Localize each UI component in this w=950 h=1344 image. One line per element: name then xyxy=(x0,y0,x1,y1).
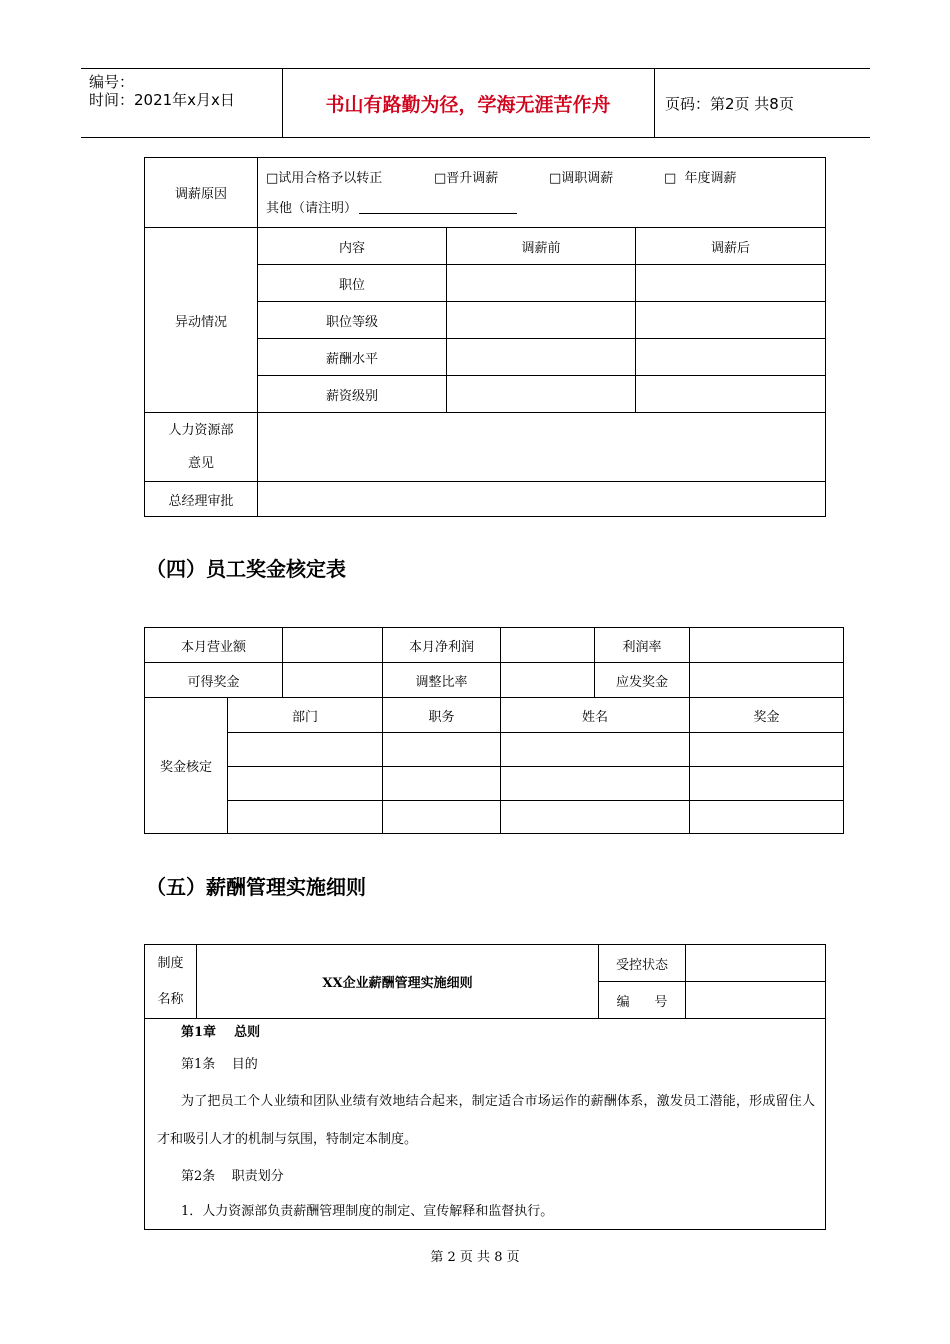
payable-bonus-label: 应发奖金 xyxy=(595,663,690,698)
cell-input[interactable] xyxy=(690,801,844,834)
col-before: 调薪前 xyxy=(447,228,636,265)
header-page-info: 页码：第2页 共8页 xyxy=(665,94,794,113)
article-heading: 第1条 目的 xyxy=(181,1057,258,1072)
reason-other-field[interactable] xyxy=(359,199,517,214)
cell-input[interactable] xyxy=(501,733,690,767)
net-profit-field[interactable] xyxy=(501,628,595,663)
cell-input[interactable] xyxy=(636,302,826,339)
row-pay-grade: 薪资级别 xyxy=(258,376,447,413)
cell-input[interactable] xyxy=(447,302,636,339)
cell-input[interactable] xyxy=(636,339,826,376)
serial-label: 编号： xyxy=(89,73,135,91)
number-label: 编 号 xyxy=(599,982,686,1019)
time-label: 时间：2021年x月x日 xyxy=(89,91,235,109)
reason-cell xyxy=(258,158,826,228)
cell-input[interactable] xyxy=(383,801,501,834)
cell-input[interactable] xyxy=(636,376,826,413)
hr-label-line2: 意见 xyxy=(187,456,214,471)
hr-label-line1: 人力资源部 xyxy=(168,423,234,438)
system-label-line1: 制度 xyxy=(157,955,184,971)
row-salary-level: 薪酬水平 xyxy=(258,339,447,376)
net-profit-label: 本月净利润 xyxy=(383,628,501,663)
reason-option-annual[interactable]: □ 年度调薪 xyxy=(664,171,737,186)
profit-rate-label: 利润率 xyxy=(595,628,690,663)
col-department: 部门 xyxy=(228,698,383,733)
cell-input[interactable] xyxy=(690,733,844,767)
page-footer: 第 2 页 共 8 页 xyxy=(430,1250,520,1265)
available-bonus-label: 可得奖金 xyxy=(145,663,283,698)
system-name-label xyxy=(145,945,197,1019)
reason-label: 调薪原因 xyxy=(145,158,258,228)
chapter-heading: 第1章 总则 xyxy=(181,1025,261,1040)
col-name: 姓名 xyxy=(501,698,690,733)
reason-option-probation[interactable]: □试用合格予以转正 xyxy=(266,171,383,186)
rules-table xyxy=(144,944,826,1230)
cell-input[interactable] xyxy=(447,376,636,413)
adjust-ratio-field[interactable] xyxy=(501,663,595,698)
system-label-line2: 名称 xyxy=(157,991,184,1007)
section4-title: （四）员工奖金核定表 xyxy=(146,557,346,581)
cell-input[interactable] xyxy=(636,265,826,302)
cell-input[interactable] xyxy=(501,767,690,801)
hr-opinion-label xyxy=(145,413,258,482)
cell-input[interactable] xyxy=(228,767,383,801)
header-left xyxy=(81,69,283,137)
col-bonus: 奖金 xyxy=(690,698,844,733)
col-title: 职务 xyxy=(383,698,501,733)
cell-input[interactable] xyxy=(690,767,844,801)
reason-option-promotion[interactable]: □晋升调薪 xyxy=(434,171,499,186)
status-field[interactable] xyxy=(686,945,826,982)
available-bonus-field[interactable] xyxy=(283,663,383,698)
cell-input[interactable] xyxy=(501,801,690,834)
revenue-field[interactable] xyxy=(283,628,383,663)
section5-title: （五）薪酬管理实施细则 xyxy=(146,875,366,899)
cell-input[interactable] xyxy=(447,265,636,302)
status-label: 受控状态 xyxy=(599,945,686,982)
page-header xyxy=(81,68,870,138)
payable-bonus-field[interactable] xyxy=(690,663,844,698)
revenue-label: 本月营业额 xyxy=(145,628,283,663)
article-heading: 第2条 职责划分 xyxy=(181,1169,284,1184)
row-position: 职位 xyxy=(258,265,447,302)
reason-option-transfer[interactable]: □调职调薪 xyxy=(549,171,614,186)
gm-approval-label: 总经理审批 xyxy=(145,482,258,517)
doc-title: XX企业薪酬管理实施细则 xyxy=(197,945,599,1019)
cell-input[interactable] xyxy=(228,733,383,767)
profit-rate-field[interactable] xyxy=(690,628,844,663)
cell-input[interactable] xyxy=(447,339,636,376)
gm-approval-field[interactable] xyxy=(258,482,826,517)
col-after: 调薪后 xyxy=(636,228,826,265)
list-item: 1．人力资源部负责薪酬管理制度的制定、宣传解释和监督执行。 xyxy=(181,1204,554,1219)
reason-other-label: 其他（请注明） xyxy=(266,201,358,216)
cell-input[interactable] xyxy=(228,801,383,834)
hr-opinion-field[interactable] xyxy=(258,413,826,482)
article-text: 为了把员工个人业绩和团队业绩有效地结合起来，制定适合市场运作的薪酬体系，激发员工潜能，形成留住人才和吸引人才的机制与氛围，特制定本制度。 xyxy=(157,1094,815,1147)
salary-adjust-table xyxy=(144,157,826,517)
header-motto: 书山有路勤为径，学海无涯苦作舟 xyxy=(282,69,655,137)
cell-input[interactable] xyxy=(383,767,501,801)
bonus-verify-label: 奖金核定 xyxy=(145,698,228,834)
row-position-level: 职位等级 xyxy=(258,302,447,339)
cell-input[interactable] xyxy=(383,733,501,767)
bonus-table xyxy=(144,627,844,834)
number-field[interactable] xyxy=(686,982,826,1019)
adjust-ratio-label: 调整比率 xyxy=(383,663,501,698)
change-label: 异动情况 xyxy=(145,228,258,413)
rules-body xyxy=(145,1019,826,1230)
col-content: 内容 xyxy=(258,228,447,265)
